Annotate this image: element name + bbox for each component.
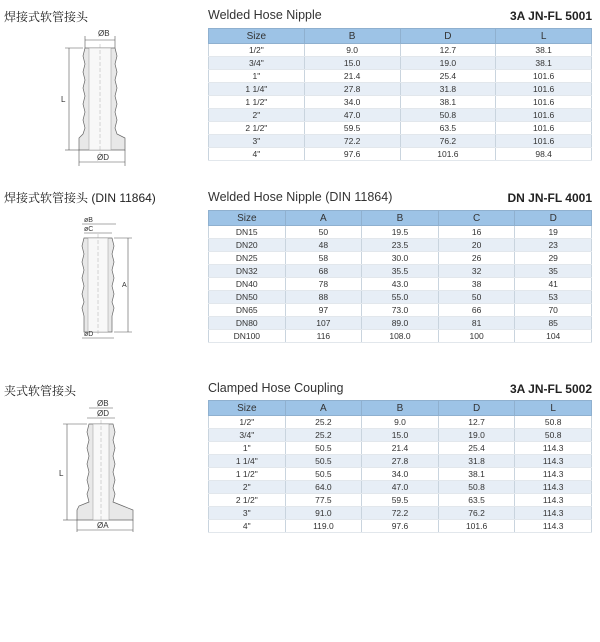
table-cell: 25.2 [285,416,362,429]
table-cell: 3" [209,135,305,148]
table-cell: 38.1 [400,96,496,109]
column-header: B [362,211,439,226]
table-row [209,252,592,265]
product-code: 3A JN-FL 5001 [509,9,592,23]
table-cell: 23 [515,239,592,252]
table-cell: 72.2 [304,135,400,148]
table-cell: 114.3 [515,507,592,520]
table-cell: 15.0 [304,57,400,70]
column-header: C [438,211,515,226]
table-cell: 4" [209,520,286,533]
table-cell: 12.7 [438,416,515,429]
table-row [209,468,592,481]
dim-label-d: ØD [97,409,109,418]
table-cell: 15.0 [362,429,439,442]
table-cell: 25.4 [438,442,515,455]
table-cell: 38 [438,278,515,291]
table-cell: 25.4 [400,70,496,83]
table-row [209,148,592,161]
table-cell: 38.1 [496,44,592,57]
table-cell: 19 [515,226,592,239]
dim-label-b: ØB [97,399,109,408]
table-cell: 107 [285,317,362,330]
table-cell: 101.6 [496,122,592,135]
section-en-title: Welded Hose Nipple (DIN 11864) [208,190,393,204]
table-cell: DN50 [209,291,286,304]
table-cell: 108.0 [362,330,439,343]
table-row [209,44,592,57]
table-cell: 116 [285,330,362,343]
table-row [209,520,592,533]
table-row [209,416,592,429]
section-cn-title: 夹式软管接头 [4,384,77,398]
table-cell: 50.8 [515,416,592,429]
table-row [209,494,592,507]
table-cell: 4" [209,148,305,161]
welded-hose-nipple-din-drawing [70,216,140,346]
table-row [209,239,592,252]
table-cell: 78 [285,278,362,291]
table-cell: 101.6 [496,135,592,148]
column-header: B [362,401,439,416]
table-cell: 34.0 [304,96,400,109]
table-cell: 104 [515,330,592,343]
table-cell: 1" [209,442,286,455]
table-cell: 12.7 [400,44,496,57]
table-row [209,507,592,520]
table-row [209,429,592,442]
table-cell: 21.4 [362,442,439,455]
table-cell: 114.3 [515,455,592,468]
table-cell: 30.0 [362,252,439,265]
table-cell: 114.3 [515,494,592,507]
table-cell: 3/4" [209,57,305,70]
table-cell: 63.5 [438,494,515,507]
table-cell: 23.5 [362,239,439,252]
table-cell: 26 [438,252,515,265]
table-cell: 3" [209,507,286,520]
section-en-title: Welded Hose Nipple [208,8,322,22]
dim-label-b: ØB [98,29,110,38]
spec-table [208,400,592,533]
dim-label-b: øB [84,217,93,224]
dim-label-l: L [61,95,66,104]
column-header: A [285,401,362,416]
table-row [209,122,592,135]
section-welded-hose-nipple [0,0,600,180]
table-cell: 98.4 [496,148,592,161]
column-header: Size [209,29,305,44]
table-row [209,330,592,343]
table-row [209,278,592,291]
table-cell: 73.0 [362,304,439,317]
table-cell: 2 1/2" [209,122,305,135]
table-row [209,455,592,468]
table-cell: 20 [438,239,515,252]
dim-label-c: øC [84,226,94,233]
dim-label-a: ØA [97,521,109,530]
column-header: D [438,401,515,416]
table-cell: DN100 [209,330,286,343]
spec-table [208,210,592,343]
table-cell: 48 [285,239,362,252]
section-clamped-hose-coupling [0,380,600,550]
product-code: DN JN-FL 4001 [507,191,592,205]
section-cn-title: 焊接式软管接头 (DIN 11864) [4,191,156,205]
table-cell: 1/2" [209,416,286,429]
dim-label-d: øD [84,331,94,338]
table-row [209,70,592,83]
table-cell: 100 [438,330,515,343]
table-row [209,226,592,239]
table-cell: 19.0 [438,429,515,442]
table-cell: 50.5 [285,442,362,455]
table-cell: 32 [438,265,515,278]
section-welded-hose-nipple-din [0,180,600,380]
table-cell: 77.5 [285,494,362,507]
table-cell: 70 [515,304,592,317]
table-cell: 50 [438,291,515,304]
table-cell: 16 [438,226,515,239]
table-cell: 9.0 [362,416,439,429]
column-header: B [304,29,400,44]
column-header: D [400,29,496,44]
column-header: L [496,29,592,44]
table-cell: 9.0 [304,44,400,57]
table-cell: 50.8 [438,481,515,494]
table-row [209,83,592,96]
table-cell: 59.5 [362,494,439,507]
table-row [209,442,592,455]
table-row [209,57,592,70]
table-cell: 41 [515,278,592,291]
table-cell: 1 1/2" [209,468,286,481]
table-cell: 66 [438,304,515,317]
table-cell: 27.8 [304,83,400,96]
table-cell: 101.6 [438,520,515,533]
table-row [209,481,592,494]
table-cell: 114.3 [515,442,592,455]
table-cell: DN32 [209,265,286,278]
dim-label-a: A [122,282,127,289]
table-cell: 76.2 [438,507,515,520]
table-cell: 114.3 [515,520,592,533]
table-cell: 114.3 [515,468,592,481]
column-header: D [515,211,592,226]
table-cell: 1" [209,70,305,83]
table-cell: 47.0 [362,481,439,494]
table-cell: 101.6 [496,96,592,109]
table-cell: 97.6 [362,520,439,533]
table-cell: 76.2 [400,135,496,148]
table-cell: DN65 [209,304,286,317]
table-cell: 68 [285,265,362,278]
table-cell: 88 [285,291,362,304]
table-cell: 1 1/4" [209,455,286,468]
table-row [209,265,592,278]
table-cell: 119.0 [285,520,362,533]
section-en-title: Clamped Hose Coupling [208,381,344,395]
column-header: A [285,211,362,226]
column-header: Size [209,401,286,416]
table-cell: DN20 [209,239,286,252]
table-cell: 2 1/2" [209,494,286,507]
table-header-row [209,29,592,44]
table-cell: 19.0 [400,57,496,70]
table-cell: 3/4" [209,429,286,442]
table-cell: 50 [285,226,362,239]
table-cell: 47.0 [304,109,400,122]
table-cell: 72.2 [362,507,439,520]
table-row [209,317,592,330]
table-cell: 38.1 [496,57,592,70]
table-cell: 35 [515,265,592,278]
table-header-row [209,211,592,226]
table-cell: 97.6 [304,148,400,161]
table-cell: 34.0 [362,468,439,481]
table-cell: 43.0 [362,278,439,291]
table-cell: DN25 [209,252,286,265]
table-cell: 91.0 [285,507,362,520]
table-cell: DN40 [209,278,286,291]
table-cell: 35.5 [362,265,439,278]
table-cell: 29 [515,252,592,265]
table-cell: 1 1/2" [209,96,305,109]
table-row [209,96,592,109]
table-header-row [209,401,592,416]
table-cell: 25.2 [285,429,362,442]
table-cell: 21.4 [304,70,400,83]
table-cell: 50.5 [285,468,362,481]
table-row [209,135,592,148]
table-cell: DN15 [209,226,286,239]
table-cell: 38.1 [438,468,515,481]
product-code: 3A JN-FL 5002 [509,382,592,396]
table-cell: 63.5 [400,122,496,135]
table-row [209,304,592,317]
table-cell: 19.5 [362,226,439,239]
table-cell: 2" [209,109,305,122]
table-cell: 59.5 [304,122,400,135]
dim-label-d: ØD [97,153,109,162]
table-cell: 81 [438,317,515,330]
table-cell: 89.0 [362,317,439,330]
table-cell: 101.6 [496,70,592,83]
table-cell: 114.3 [515,481,592,494]
table-cell: 101.6 [400,148,496,161]
table-cell: 1 1/4" [209,83,305,96]
welded-hose-nipple-drawing [55,26,145,172]
table-cell: 50.5 [285,455,362,468]
table-cell: 1/2" [209,44,305,57]
clamped-hose-coupling-drawing [55,398,145,538]
column-header: L [515,401,592,416]
table-cell: 85 [515,317,592,330]
section-cn-title: 焊接式软管接头 [4,10,89,24]
table-cell: 55.0 [362,291,439,304]
table-cell: 2" [209,481,286,494]
table-cell: 31.8 [400,83,496,96]
table-cell: 27.8 [362,455,439,468]
table-cell: 101.6 [496,109,592,122]
spec-table [208,28,592,161]
table-cell: 58 [285,252,362,265]
table-cell: DN80 [209,317,286,330]
table-cell: 101.6 [496,83,592,96]
table-row [209,109,592,122]
table-cell: 50.8 [515,429,592,442]
table-cell: 53 [515,291,592,304]
table-cell: 97 [285,304,362,317]
table-cell: 50.8 [400,109,496,122]
table-row [209,291,592,304]
table-cell: 64.0 [285,481,362,494]
dim-label-l: L [59,469,64,478]
table-cell: 31.8 [438,455,515,468]
column-header: Size [209,211,286,226]
